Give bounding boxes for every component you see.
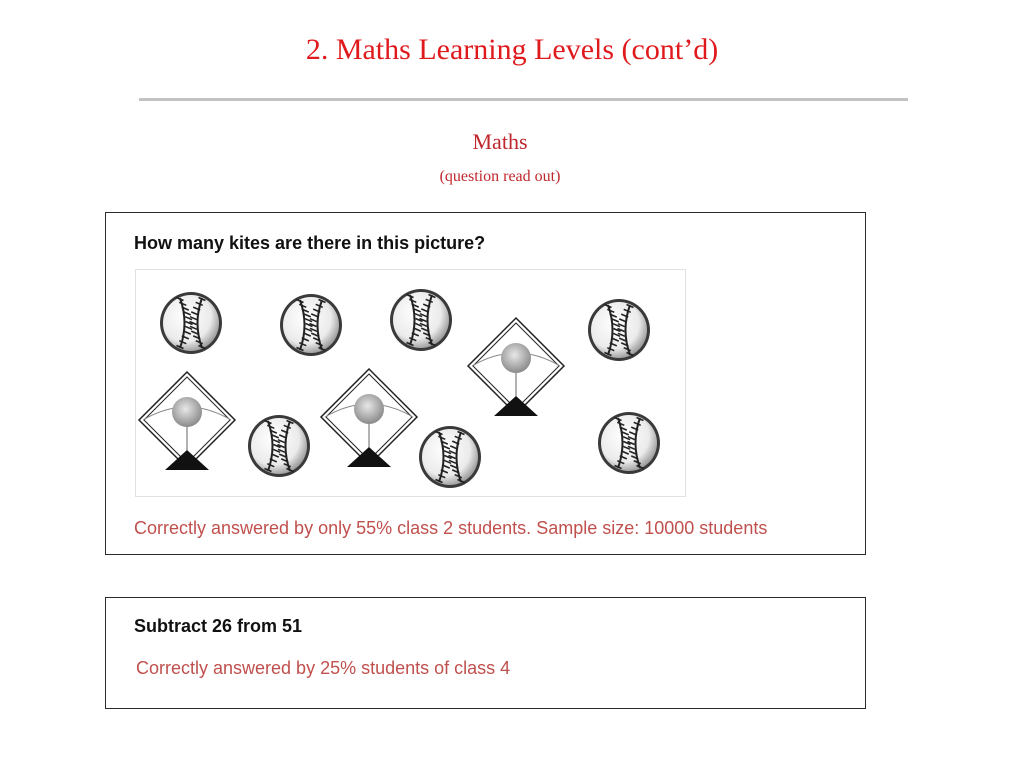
baseball-icon (588, 299, 650, 361)
subject-heading: Maths (472, 129, 528, 154)
kite-icon (321, 369, 417, 467)
kite-icon (468, 318, 564, 416)
question-box-1 (105, 212, 866, 555)
baseball-icon (280, 294, 342, 356)
kite-icon (139, 372, 235, 470)
baseball-icon (248, 415, 310, 477)
question-prompt-2: Subtract 26 from 51 (134, 616, 303, 636)
slide-title: 2. Maths Learning Levels (cont’d) (305, 33, 719, 66)
baseball-icon (598, 412, 660, 474)
baseball-icon (160, 292, 222, 354)
question-prompt-1: How many kites are there in this picture? (134, 233, 486, 253)
question-result-2: Correctly answered by 25% students of class 4 (136, 658, 511, 678)
baseball-icon (390, 289, 452, 351)
question-result-1: Correctly answered by only 55% class 2 students. Sample size: 10000 students (134, 518, 768, 538)
kites-picture-svg (136, 270, 685, 496)
question-note: (question read out) (439, 168, 561, 185)
kites-picture (135, 269, 686, 497)
baseball-icon (419, 426, 481, 488)
title-divider (139, 98, 908, 101)
question-box-2 (105, 597, 866, 709)
